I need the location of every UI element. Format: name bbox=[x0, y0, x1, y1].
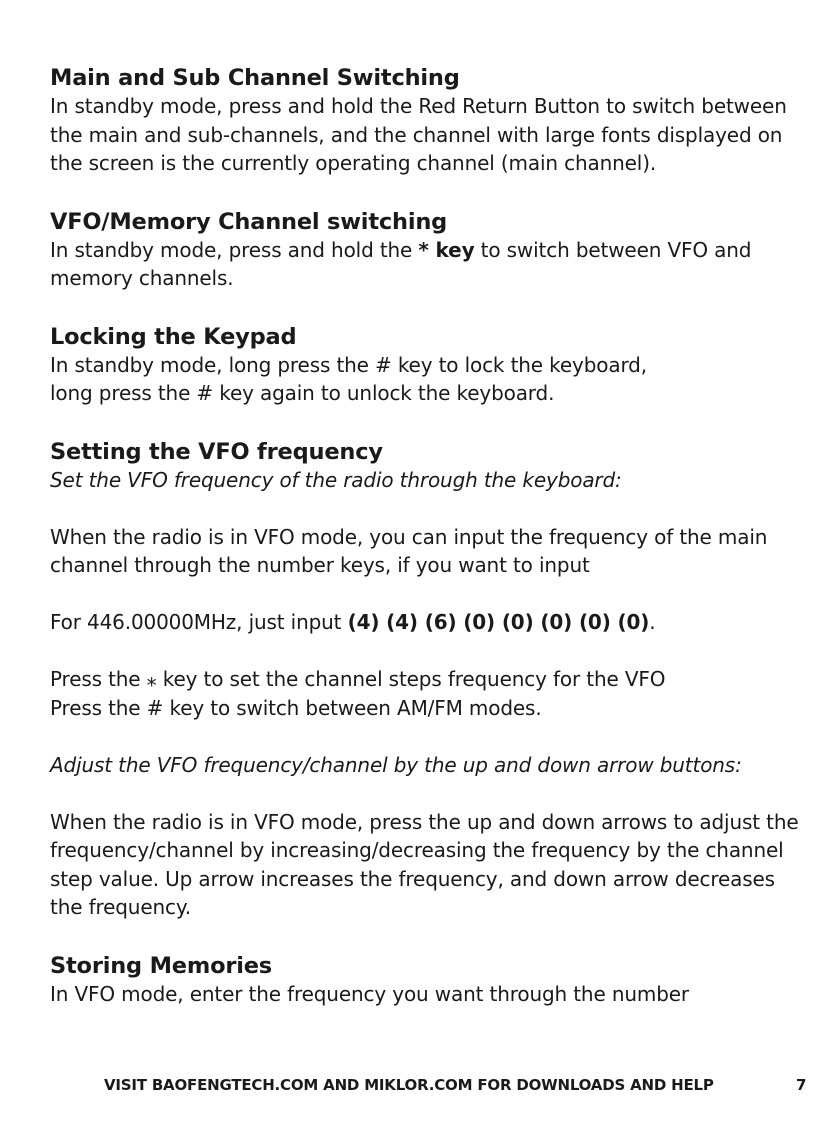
page-number: 7 bbox=[796, 1076, 807, 1094]
section-heading: Locking the Keypad bbox=[50, 323, 297, 350]
section-heading: Setting the VFO frequency bbox=[50, 438, 383, 465]
section-body bbox=[50, 236, 800, 293]
keyboard-intro bbox=[50, 466, 800, 495]
arrow-adjust-paragraph: When the radio is in VFO mode, press the up and down arrows to adjust the frequency/channel by increasing/decreasing the frequency by the channel step value. Up arrow increases the frequency, and down arrow decreases the frequency. bbox=[50, 809, 799, 919]
footer-help-text: VISIT BAOFENGTECH.COM AND MIKLOR.COM FOR DOWNLOADS AND HELP bbox=[104, 1076, 714, 1094]
star-key-label: * key bbox=[418, 237, 475, 262]
section-heading: Main and Sub Channel Switching bbox=[50, 65, 460, 91]
section-body: In standby mode, press and hold the Red Return Button to switch between the main and sub-channels, and the channel with large fonts displayed on the screen is the currently operating channel (main channel). bbox=[50, 94, 787, 175]
page-footer bbox=[0, 1076, 840, 1098]
section-locking-keypad bbox=[50, 323, 800, 408]
page-content bbox=[50, 64, 800, 1038]
section-heading: Storing Memories bbox=[50, 952, 272, 979]
section-heading: VFO/Memory Channel switching bbox=[50, 208, 448, 235]
italic-subheading: Set the VFO frequency of the radio through the keyboard: bbox=[50, 467, 622, 492]
section-vfo-memory-switching bbox=[50, 208, 800, 293]
key-sequence: (4) (4) (6) (0) (0) (0) (0) (0) bbox=[347, 610, 650, 634]
section-main-sub-switching bbox=[50, 64, 800, 178]
vfo-input-paragraph: When the radio is in VFO mode, you can input the frequency of the main channel through the number keys, if you want to input bbox=[50, 524, 768, 577]
am-fm-line: Press the # key to switch between AM/FM modes. bbox=[50, 695, 542, 720]
lock-line: In standby mode, long press the # key to lock the keyboard, bbox=[50, 352, 647, 377]
example-period: . bbox=[649, 610, 656, 634]
step-frequency-line: Press the ⁎ key to set the channel steps frequency for the VFO bbox=[50, 667, 666, 691]
frequency-example bbox=[50, 608, 800, 637]
section-storing-memories bbox=[50, 952, 800, 1009]
example-text: For 446.00000MHz, just input bbox=[50, 610, 348, 634]
unlock-line: long press the # key again to unlock the keyboard. bbox=[50, 381, 555, 405]
body-text: In standby mode, press and hold the bbox=[50, 237, 419, 262]
section-body: In VFO mode, enter the frequency you want through the number bbox=[50, 981, 689, 1006]
body-text: to switch between VFO and memory channels. bbox=[50, 237, 752, 290]
arrows-intro bbox=[50, 751, 800, 780]
section-vfo-frequency bbox=[50, 438, 800, 922]
italic-subheading: Adjust the VFO frequency/channel by the up and down arrow buttons: bbox=[50, 752, 742, 777]
